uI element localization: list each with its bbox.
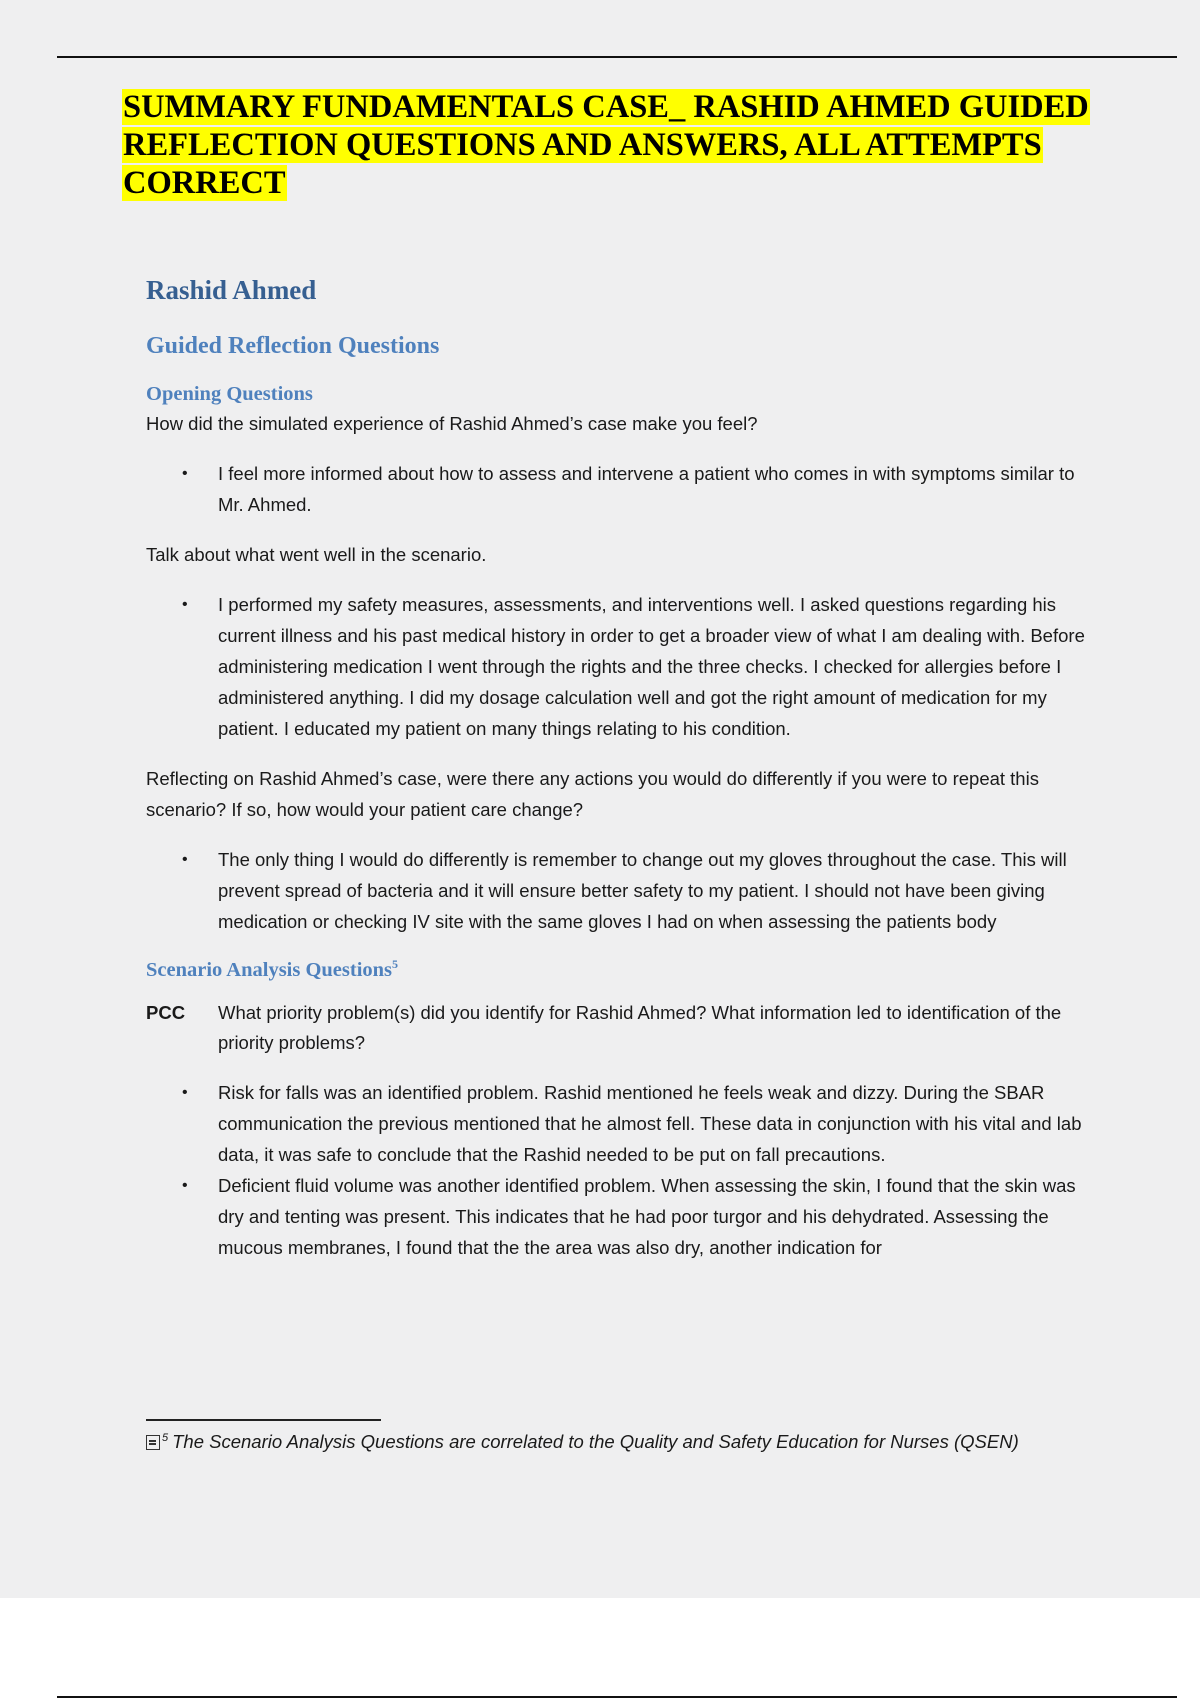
- list-item: • I performed my safety measures, assessments, and interventions well. I asked questions regarding his current illness and his past medical history in order to get a broader view of what I am dealing with. Before administering medication I went through the rights and the three checks. I checked for allergies before I administered anything. I did my dosage calculation well and got the right amount of medication for my patient. I educated my patient on many things relating to his condition.: [146, 589, 1090, 744]
- opening-question-3: Reflecting on Rashid Ahmed’s case, were there any actions you would do differently if you were to repeat this scenario? If so, how would your patient care change?: [146, 768, 1039, 820]
- patient-heading: Rashid Ahmed: [146, 275, 317, 305]
- list-item: • Deficient fluid volume was another identified problem. When assessing the skin, I found that the skin was dry and tenting was present. This indicates that he had poor turgor and his dehydrated. Assessing the mucous membranes, I found that the the area was also dry, another indication for: [146, 1170, 1090, 1263]
- bullet-icon: •: [182, 465, 188, 482]
- section-heading: Guided Reflection Questions: [146, 333, 440, 359]
- answer-list-2: [146, 589, 1090, 744]
- reference-icon: [146, 1435, 160, 1450]
- bullet-icon: •: [182, 851, 188, 868]
- document-body: [146, 272, 1090, 1282]
- opening-question-2: Talk about what went well in the scenario.: [146, 544, 487, 565]
- bullet-icon: •: [182, 1177, 188, 1194]
- list-item: • Risk for falls was an identified problem. Rashid mentioned he feels weak and dizzy. During the SBAR communication the previous mentioned that he almost fell. These data in conjunction with his vital and lab data, it was safe to conclude that the Rashid needed to be put on fall precautions.: [146, 1077, 1090, 1170]
- pcc-answer-list: [146, 1077, 1090, 1263]
- list-item: • I feel more informed about how to assess and intervene a patient who comes in with symptoms similar to Mr. Ahmed.: [146, 458, 1090, 520]
- footnote: [146, 1427, 1106, 1457]
- footnote-text: The Scenario Analysis Questions are correlated to the Quality and Safety Education for Nurses (QSEN): [172, 1431, 1019, 1452]
- document-title: SUMMARY FUNDAMENTALS CASE_ RASHID AHMED GUIDED REFLECTION QUESTIONS AND ANSWERS, ALL ATTEMPTS CORRECT: [123, 89, 1089, 201]
- bullet-icon: •: [182, 1084, 188, 1101]
- answer-list-1: [146, 458, 1090, 520]
- pcc-question: What priority problem(s) did you identify for Rashid Ahmed? What information led to identification of the priority problems?: [218, 1002, 1062, 1053]
- pcc-question-row: [146, 998, 1090, 1058]
- top-rule: [57, 56, 1177, 58]
- opening-questions-heading: Opening Questions: [146, 383, 313, 405]
- scenario-analysis-heading: Scenario Analysis Questions$^5$: [146, 957, 399, 981]
- footnote-separator: [146, 1419, 381, 1421]
- footnote-marker: 5: [162, 1431, 169, 1444]
- answer-list-3: [146, 844, 1090, 937]
- bullet-icon: •: [182, 596, 188, 613]
- bottom-rule: [57, 1696, 1177, 1698]
- footnote-reference: 5: [392, 957, 399, 972]
- list-item: • The only thing I would do differently is remember to change out my gloves throughout the case. This will prevent spread of bacteria and it will ensure better safety to my patient. I should not have been giving medication or checking IV site with the same gloves I had on when assessing the patients body: [146, 844, 1090, 937]
- pcc-label: PCC: [146, 1002, 186, 1023]
- opening-question-1: How did the simulated experience of Rashid Ahmed’s case make you feel?: [146, 413, 758, 434]
